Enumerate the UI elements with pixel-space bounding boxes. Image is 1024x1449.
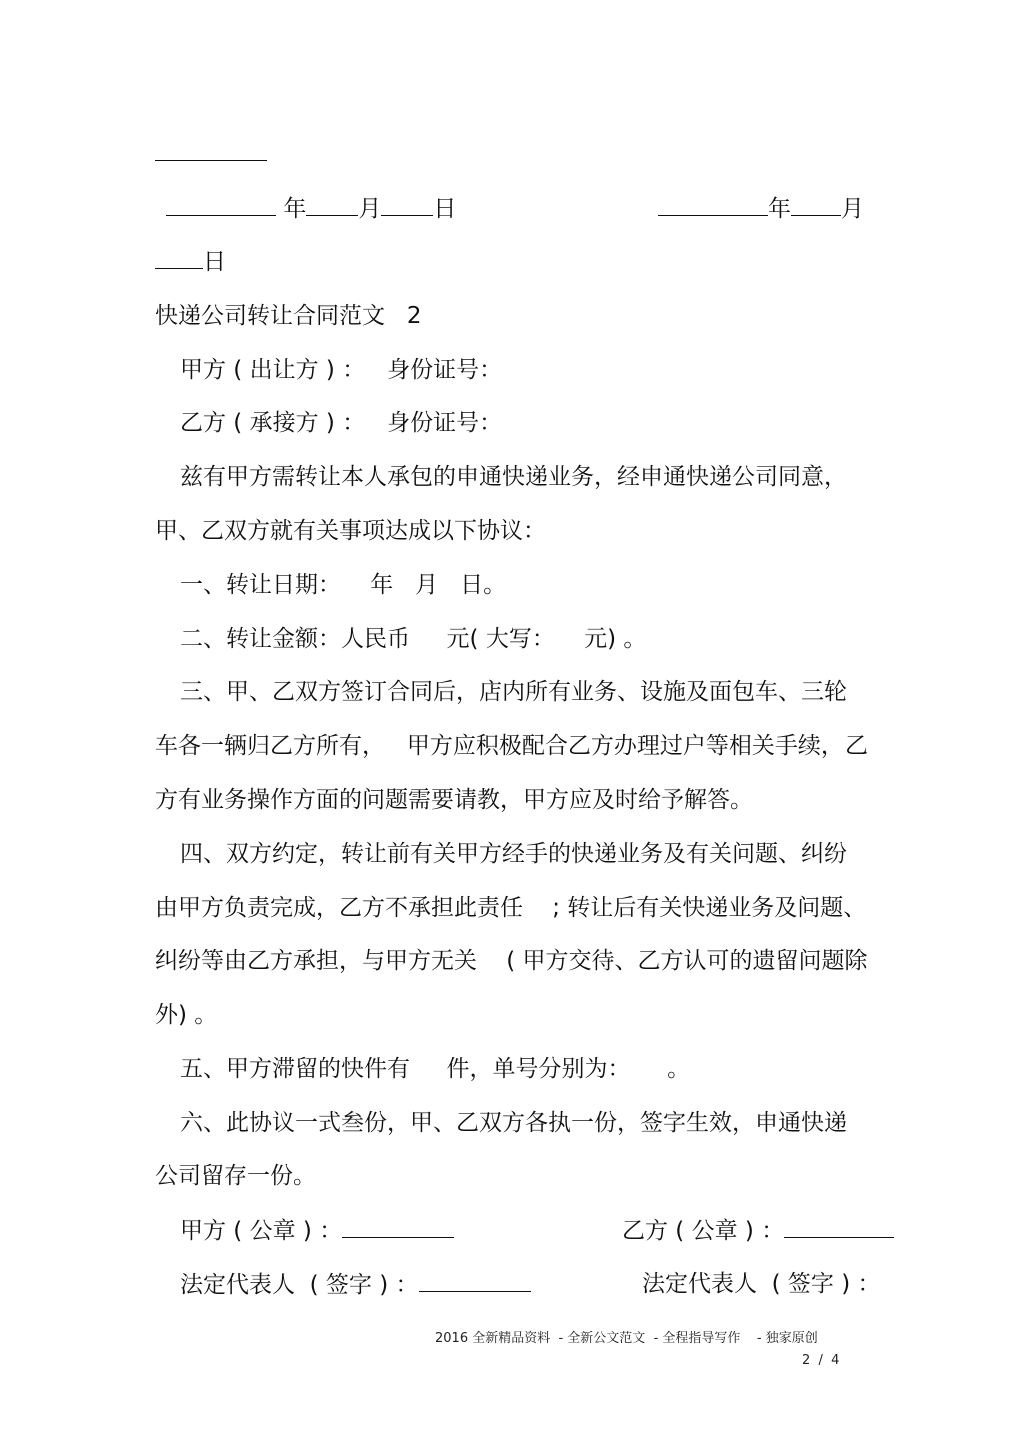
clause-2: 二、转让金额：人民币 元( 大写： 元) 。 <box>180 626 647 652</box>
intro-paragraph-line: 甲、乙双方就有关事项达成以下协议： <box>155 518 546 544</box>
seal-party-b-label: 乙方 ( 公章 ) ： <box>622 1218 785 1244</box>
seal-party-a-label: 甲方 ( 公章 ) ： <box>180 1218 343 1244</box>
clause-5: 五、甲方滞留的快件有 件，单号分别为： 。 <box>180 1056 691 1082</box>
date-right-day <box>155 246 226 277</box>
date-month-label: 月 <box>841 196 864 222</box>
seal-party-b <box>622 1215 894 1246</box>
date-right <box>658 193 864 224</box>
footer-slogan: 2016 全新精品资料 - 全新公文范文 - 全程指导写作 - 独家原创 <box>435 1331 818 1346</box>
date-day-label: 日 <box>203 249 226 275</box>
date-year-label: 年 <box>768 196 791 222</box>
representative-party-a <box>180 1269 531 1300</box>
clause-4-line: 四、双方约定，转让前有关甲方经手的快递业务及有关问题、纠纷 <box>180 841 847 867</box>
clause-4-line: 由甲方负责完成，乙方不承担此责任 ; 转让后有关快递业务及问题、 <box>155 895 867 921</box>
clause-3-line-end: 乙 <box>845 733 868 759</box>
seal-party-a <box>180 1215 454 1246</box>
signature-blank-line <box>155 138 267 169</box>
clause-4-line: 外) 。 <box>155 1002 218 1028</box>
date-day-label: 日 <box>433 196 457 222</box>
clause-3-line: 三、甲、乙双方签订合同后，店内所有业务、设施及面包车、三轮 <box>180 679 847 705</box>
date-year-label: 年 <box>283 196 307 222</box>
clause-4-line: 纠纷等由乙方承担，与甲方无关 ( 甲方交待、乙方认可的遗留问题除 <box>155 948 868 974</box>
clause-1: 一、转让日期： 年 月 日。 <box>180 572 507 598</box>
clause-3-line: 车各一辆归乙方所有， 甲方应积极配合乙方办理过户等相关手续， <box>155 733 844 759</box>
date-left <box>166 193 456 224</box>
party-a-line: 甲方 ( 出让方 ) ： 身份证号： <box>180 357 503 383</box>
clause-6-line: 六、此协议一式叁份，甲、乙双方各执一份，签字生效，申通快递 <box>180 1110 847 1136</box>
representative-party-a-label: 法定代表人 ( 签字 ) ： <box>180 1272 419 1298</box>
date-month-label: 月 <box>358 196 382 222</box>
clause-6-line: 公司留存一份。 <box>155 1163 316 1189</box>
page-number: 2 / 4 <box>802 1353 840 1368</box>
clause-3-line: 方有业务操作方面的问题需要请教，甲方应及时给予解答。 <box>155 787 753 813</box>
representative-party-b: 法定代表人 ( 签字 ) ： <box>642 1271 881 1297</box>
party-b-line: 乙方 ( 承接方 ) ： 身份证号： <box>180 410 503 436</box>
intro-paragraph-line: 兹有甲方需转让本人承包的申通快递业务，经申通快递公司同意， <box>180 464 847 490</box>
contract-title: 快递公司转让合同范文 2 <box>155 303 422 329</box>
